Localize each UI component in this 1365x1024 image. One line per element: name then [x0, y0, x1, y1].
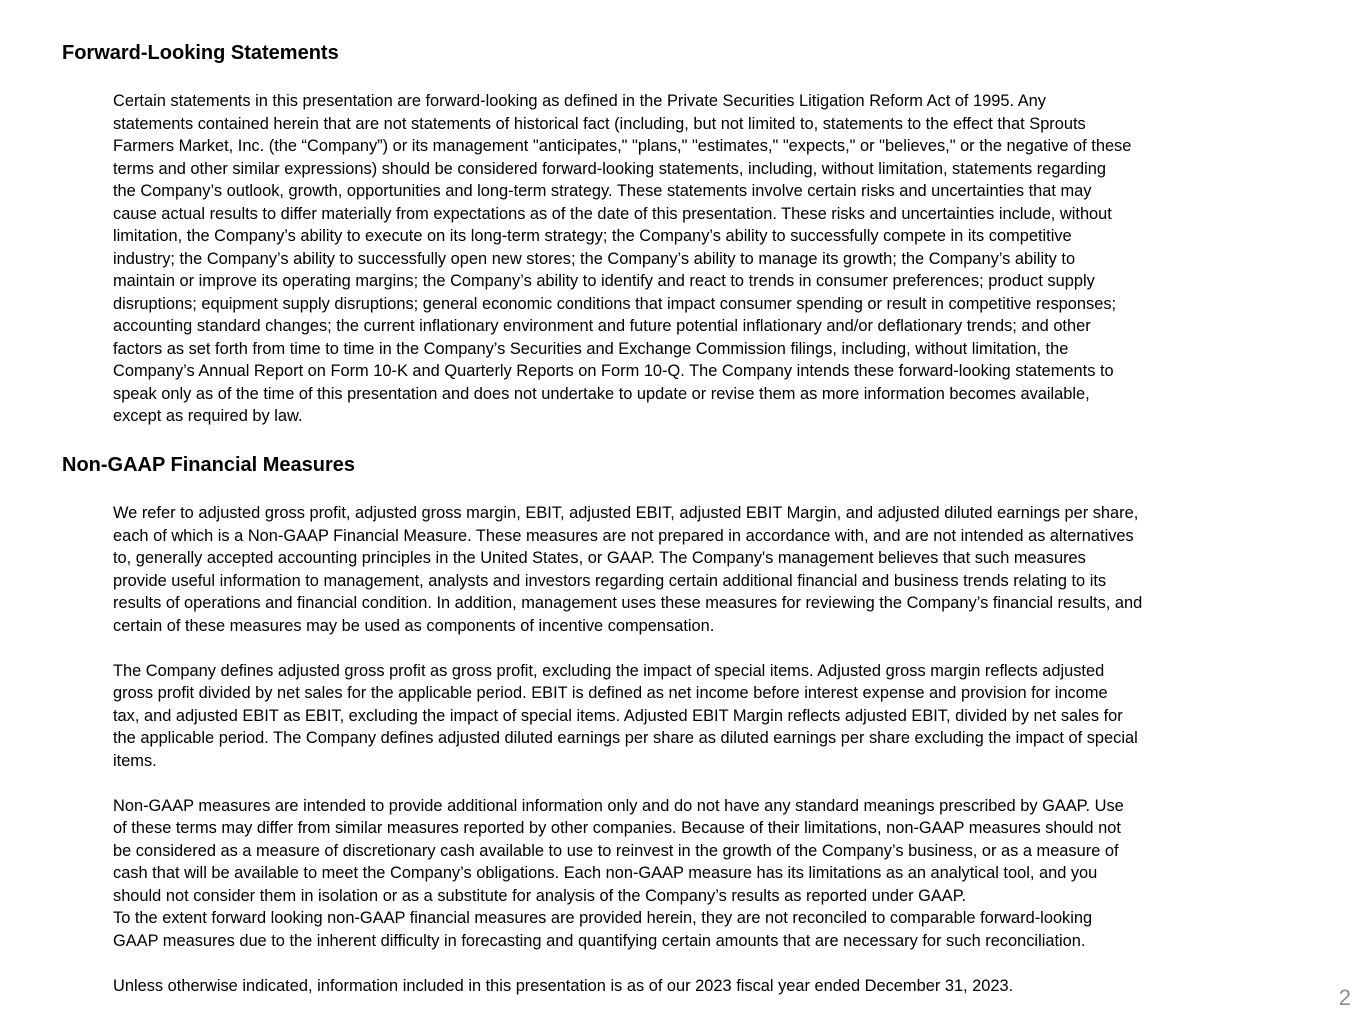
paragraph-gap: [113, 637, 1313, 660]
non-gaap-body: [113, 502, 1313, 997]
text-line: should not consider them in isolation or as a substitute for analysis of the Company’s results as reported under GAAP.: [113, 886, 967, 905]
text-line: tax, and adjusted EBIT as EBIT, excluding the impact of special items. Adjusted EBIT Margin reflects adjusted EBIT, divided by net sales for: [113, 706, 1123, 725]
text-line: terms and other similar expressions) should be considered forward-looking statements, including, without limitation, statements regarding: [113, 159, 1107, 178]
text-line: disruptions; equipment supply disruptions; general economic conditions that impact consumer spending or result in competitive responses;: [113, 294, 1117, 313]
text-line: except as required by law.: [113, 407, 303, 425]
paragraph-gap: [113, 772, 1313, 795]
text-line: the applicable period. The Company defines adjusted diluted earnings per share as diluted earnings per share excluding the impact of special: [113, 729, 1138, 747]
text-line: statements contained herein that are not statements of historical fact (including, but not limited to, statements to the effect that Sprouts: [113, 114, 1086, 133]
text-line: Non-GAAP measures are intended to provide additional information only and do not have any standard meanings prescribed by GAAP. Use: [113, 796, 1124, 815]
paragraph: [113, 502, 1313, 637]
text-line: speak only as of the time of this presentation and does not undertake to update or revise them as more information becomes available,: [113, 384, 1090, 403]
text-line: cause actual results to differ materially from expectations as of the date of this presentation. These risks and uncertainties include, without: [113, 204, 1112, 223]
text-line: provide useful information to management, analysts and investors regarding certain additional financial and business trends relating to its: [113, 571, 1107, 590]
paragraph-gap: [113, 952, 1313, 975]
non-gaap-heading: Non-GAAP Financial Measures: [62, 454, 356, 476]
paragraph: [113, 660, 1313, 773]
text-line: to, generally accepted accounting principles in the United States, or GAAP. The Company's management believes that such measures: [113, 549, 1086, 567]
text-line: maintain or improve its operating margins; the Company’s ability to identify and react to trends in consumer preferences; product supply: [113, 272, 1095, 290]
text-line: each of which is a Non-GAAP Financial Measure. These measures are not prepared in accordance with, and are not intended as alternatives: [113, 526, 1134, 545]
text-line: We refer to adjusted gross profit, adjusted gross margin, EBIT, adjusted EBIT, adjusted EBIT Margin, and adjusted diluted earnings per share,: [113, 504, 1139, 522]
text-line: Unless otherwise indicated, information included in this presentation is as of our 2023 fiscal year ended December 31, 2023.: [113, 976, 1014, 995]
page-number: 2: [1338, 985, 1351, 1010]
text-line: gross profit divided by net sales for the applicable period. EBIT is defined as net income before interest expense and provision for income: [113, 684, 1108, 702]
text-line: industry; the Company’s ability to successfully open new stores; the Company’s ability to manage its growth; the Company’s ability to: [113, 249, 1076, 268]
text-line: results of operations and financial condition. In addition, management uses these measures for reviewing the Company’s financial results, and: [113, 594, 1143, 612]
text-line: items.: [113, 751, 157, 770]
paragraph: [113, 975, 1313, 998]
paragraph: [113, 795, 1313, 953]
text-line: limitation, the Company’s ability to execute on its long-term strategy; the Company’s ability to successfully compete in its competitive: [113, 227, 1072, 245]
text-line: certain of these measures may be used as components of incentive compensation.: [113, 616, 715, 635]
text-line: Company’s Annual Report on Form 10-K and Quarterly Reports on Form 10-Q. The Company intends these forward-looking statements to: [113, 362, 1114, 380]
text-line: Certain statements in this presentation are forward-looking as defined in the Private Securities Litigation Reform Act of 1995. Any: [113, 92, 1046, 110]
forward-looking-body: [113, 90, 1313, 428]
text-line: To the extent forward looking non-GAAP financial measures are provided herein, they are not reconciled to comparable forward-looking: [113, 909, 1093, 927]
text-line: of these terms may differ from similar measures reported by other companies. Because of their limitations, non-GAAP measures should not: [113, 819, 1121, 837]
text-line: factors as set forth from time to time in the Company’s Securities and Exchange Commission filings, including, without limitation, the: [113, 339, 1069, 358]
text-line: the Company’s outlook, growth, opportunities and long-term strategy. These statements involve certain risks and uncertainties that may: [113, 182, 1092, 200]
text-line: The Company defines adjusted gross profit as gross profit, excluding the impact of special items. Adjusted gross margin reflects adjusted: [113, 661, 1105, 680]
text-line: cash that will be available to meet the Company’s obligations. Each non-GAAP measure has its limitations as an analytical tool, and you: [113, 864, 1098, 882]
forward-looking-heading: Forward-Looking Statements: [62, 42, 339, 64]
text-line: accounting standard changes; the current inflationary environment and future potential inflationary and/or deflationary trends; and other: [113, 317, 1091, 335]
text-line: Farmers Market, Inc. (the “Company”) or its management "anticipates," "plans," "estimates," "expects," or "believes," or the negative of these: [113, 137, 1132, 155]
text-line: GAAP measures due to the inherent difficulty in forecasting and quantifying certain amounts that are necessary for such reconciliation.: [113, 931, 1086, 950]
text-line: be considered as a measure of discretionary cash available to use to reinvest in the growth of the Company’s business, or as a measure of: [113, 841, 1119, 860]
